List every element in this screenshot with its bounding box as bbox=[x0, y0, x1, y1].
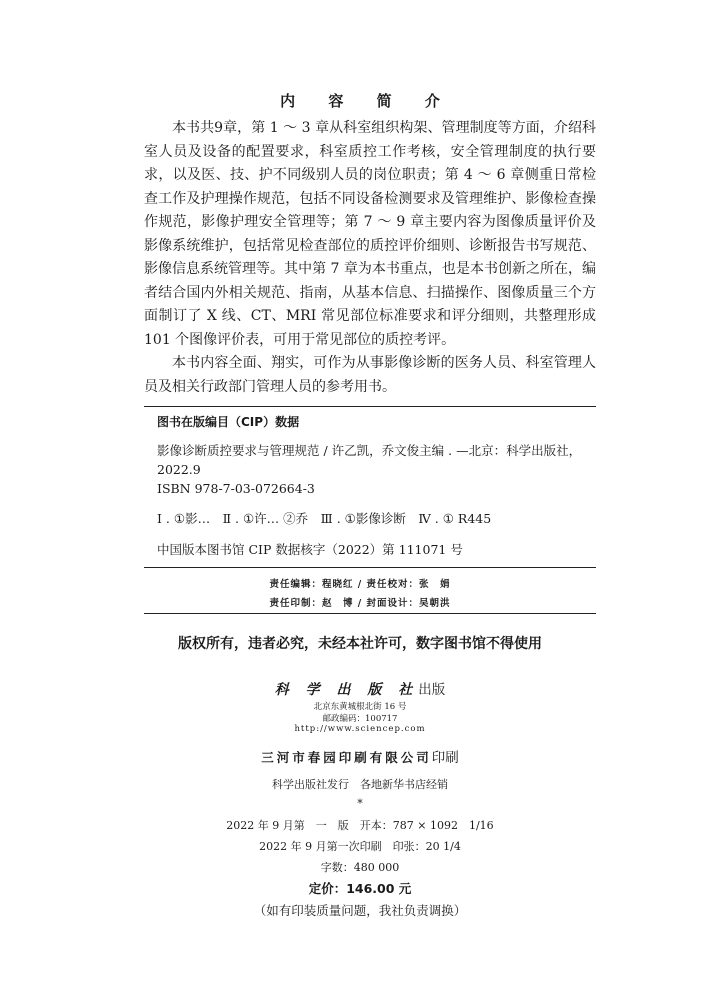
intro-paragraph: 本书共9章，第 1 ～ 3 章从科室组织构架、管理制度等方面，介绍科室人员及设备的配置要求，科室质控工作考核，安全管理制度的执行要求，以及医、技、护不同级别人员的岗位职责；第 4 ～ 6 章侧重日常检查工作及护理操作规范，包括不同设备检测要求及管理维护、影像检查操作规范，影像护理安全管理等；第 7 ～ 9 章主要内容为图像质量评价及影像系统维护，包括常见检查部位的质控评价细则、诊断报告书写规范、影像信息系统管理等。其中第 7 章为本书重点，也是本书创新之所在，编者结合国内外相关规范、指南，从基本信息、扫描操作、图像质量三个方面制订了 X 线、CT、MRI 常见部位标准要求和评分细则，共整理形成 101 个图像评价表，可用于常见部位的质控考评。 bbox=[144, 120, 596, 348]
printer-name: 三河市春园印刷有限公司 bbox=[261, 750, 432, 765]
printing-line: 2022 年 9 月第一次印刷 印张：20 1/4 bbox=[259, 840, 461, 853]
intro-paragraph: 本书内容全面、翔实，可作为从事影像诊断的医务人员、科室管理人员及相关行政部门管理人员的参考用书。 bbox=[144, 355, 596, 395]
price: 定价：146.00 元 bbox=[308, 881, 412, 896]
cip-isbn: ISBN 978-7-03-072664-3 bbox=[157, 481, 315, 496]
quality-notice: （如有印装质量问题，我社负责调换） bbox=[253, 903, 467, 918]
distribution-line: 科学出版社发行 各地新华书店经销 bbox=[272, 778, 448, 791]
credits-editors: 责任编辑：程晓红 / 责任校对：张 娟 bbox=[269, 579, 451, 590]
cip-bottom-rule bbox=[144, 567, 596, 568]
cip-classification: Ⅰ . ①影… Ⅱ . ①许… ②乔 Ⅲ . ①影像诊断 Ⅳ . ① R445 bbox=[157, 511, 492, 526]
publisher-website: http://www.sciencep.com bbox=[294, 724, 426, 734]
publisher-logo: 科 学 出 版 社 bbox=[274, 682, 419, 698]
intro-body bbox=[144, 117, 596, 399]
printer-suffix: 印刷 bbox=[431, 750, 459, 766]
publisher-line bbox=[0, 678, 720, 699]
credits-production: 责任印制：赵 博 / 封面设计：吴朝洪 bbox=[269, 598, 451, 609]
cip-number: 中国版本图书馆 CIP 数据核字（2022）第 111071 号 bbox=[157, 542, 463, 557]
credits-bottom-rule bbox=[144, 613, 596, 614]
word-count: 字数：480 000 bbox=[320, 861, 400, 874]
separator-asterisk: * bbox=[357, 797, 363, 810]
printer-line bbox=[0, 746, 720, 766]
edition-line: 2022 年 9 月第 一 版 开本：787 × 1092 1/16 bbox=[226, 819, 494, 832]
publisher-address: 北京东黄城根北街 16 号 bbox=[313, 702, 407, 712]
cip-heading: 图书在版编目（CIP）数据 bbox=[157, 415, 300, 429]
publisher-postcode: 邮政编码：100717 bbox=[322, 714, 398, 724]
intro-title: 内 容 简 介 bbox=[280, 92, 454, 110]
cip-title-line: 影像诊断质控要求与管理规范 / 许乙凯，乔文俊主编 . —北京：科学出版社，2022.9 bbox=[157, 443, 582, 477]
publisher-suffix: 出版 bbox=[418, 682, 446, 698]
cip-top-rule bbox=[144, 406, 596, 407]
copyright-notice: 版权所有，违者必究，未经本社许可，数字图书馆不得使用 bbox=[178, 636, 542, 652]
